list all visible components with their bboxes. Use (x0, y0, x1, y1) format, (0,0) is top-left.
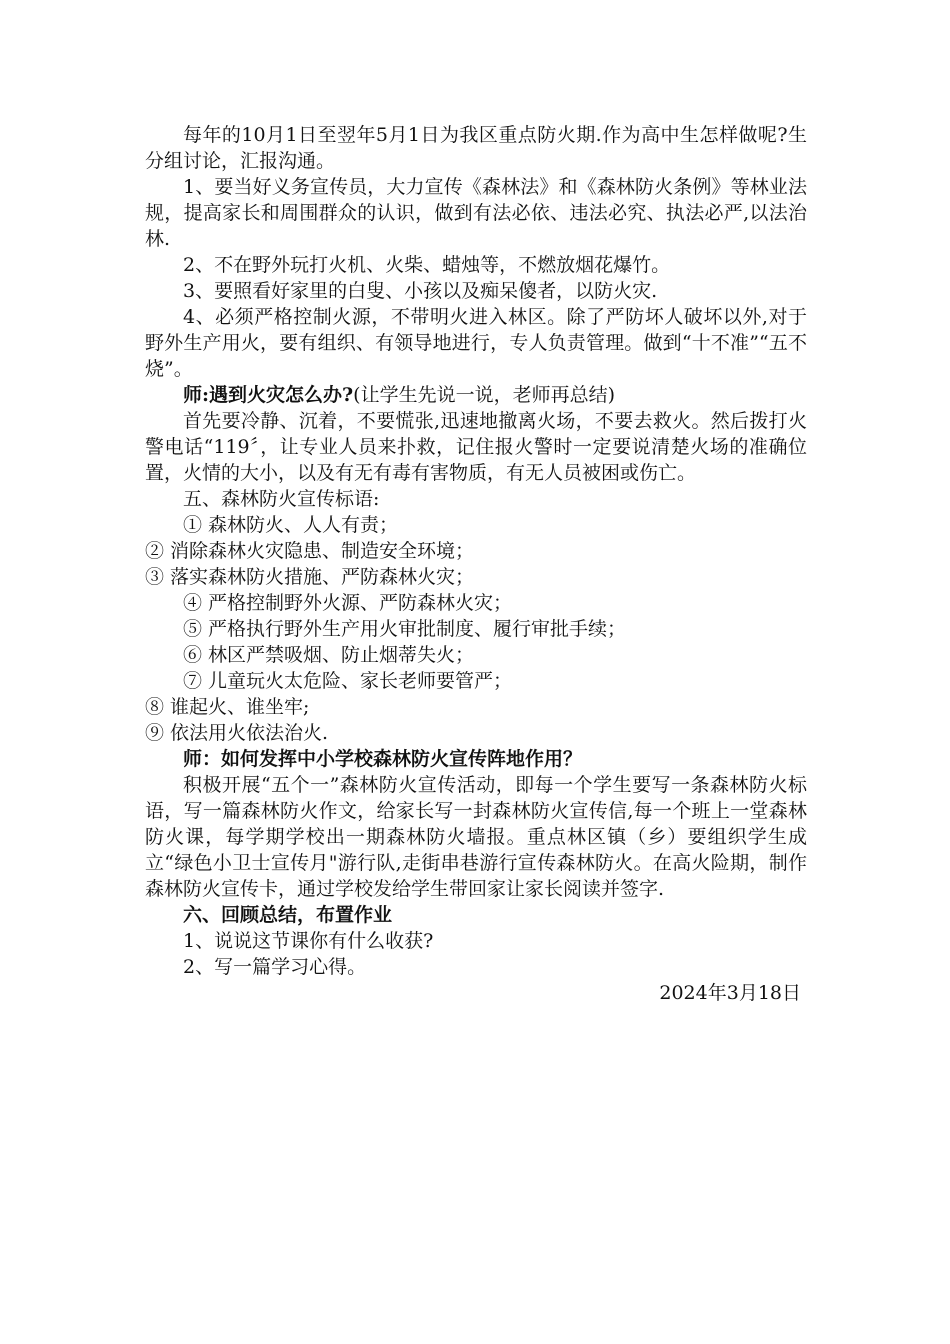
slogan-9: ⑨ 依法用火依法治火. (145, 722, 329, 744)
section-6-title: 六、回顾总结，布置作业 (183, 904, 393, 926)
slogan-7: ⑦ 儿童玩火太危险、家长老师要管严； (183, 670, 513, 692)
question-school-role: 师：如何发挥中小学校森林防火宣传阵地作用？ (183, 748, 583, 770)
answer-school-role: 积极开展“五个一”森林防火宣传活动，即每一个学生要写一条森林防火标语，写一篇森林防火作文，给家长写一封森林防火宣传信,每一个班上一堂森林防火课，每学期学校出一期森林防火墙报。重点林区镇（乡）要组织学生成立“绿色小卫士宣传月"游行队,走街串巷游行宣传森林防火。在高火险期，制作森林防火宣传卡，通过学校发给学生带回家让家长阅读并签字. (145, 774, 807, 900)
slogan-3: ③ 落实森林防火措施、严防森林火灾； (145, 566, 475, 588)
paragraph-point-2: 2、不在野外玩打火机、火柴、蜡烛等，不燃放烟花爆竹。 (183, 254, 671, 276)
slogan-1: ① 森林防火、人人有责； (183, 514, 399, 536)
slogan-4: ④ 严格控制野外火源、严防森林火灾； (183, 592, 513, 614)
slogan-5: ⑤ 严格执行野外生产用火审批制度、履行审批手续； (183, 618, 627, 640)
answer-fire-what-to-do: 首先要冷静、沉着，不要慌张,迅速地撤离火场，不要去救火。然后拨打火警电话“119〞，让专业人员来扑救，记住报火警时一定要说清楚火场的准确位置，火情的大小，以及有无有毒有害物质，有无人员被困或伤亡。 (145, 410, 807, 484)
paragraph-point-3: 3、要照看好家里的白叟、小孩以及痴呆傻者，以防火灾. (183, 280, 658, 302)
paragraph-point-4: 4、必须严格控制火源，不带明火进入林区。除了严防坏人破坏以外,对于野外生产用火，要有组织、有领导地进行，专人负责管理。做到“十不准”“五不烧”。 (145, 306, 807, 380)
question-fire-what-to-do (145, 382, 807, 408)
paragraph-intro: 每年的10月1日至翌年5月1日为我区重点防火期.作为高中生怎样做呢?生分组讨论，汇报沟通。 (145, 124, 807, 172)
slogan-title: 五、森林防火宣传标语: (183, 488, 380, 510)
document-date: 2024年3月18日 (659, 982, 801, 1004)
homework-1: 1、说说这节课你有什么收获? (183, 930, 434, 952)
slogan-2: ② 消除森林火灾隐患、制造安全环境； (145, 540, 475, 562)
paragraph-point-1: 1、要当好义务宣传员，大力宣传《森林法》和《森林防火条例》等林业法规，提高家长和周围群众的认识，做到有法必依、违法必究、执法必严,以法治林. (145, 176, 807, 250)
question-bold: 师:遇到火灾怎么办? (183, 384, 354, 406)
slogan-6: ⑥ 林区严禁吸烟、防止烟蒂失火； (183, 644, 475, 666)
slogan-8: ⑧ 谁起火、谁坐牢; (145, 696, 310, 718)
homework-2: 2、写一篇学习心得。 (183, 956, 367, 978)
question-note: (让学生先说一说，老师再总结) (353, 384, 615, 406)
document-page (145, 122, 807, 1006)
